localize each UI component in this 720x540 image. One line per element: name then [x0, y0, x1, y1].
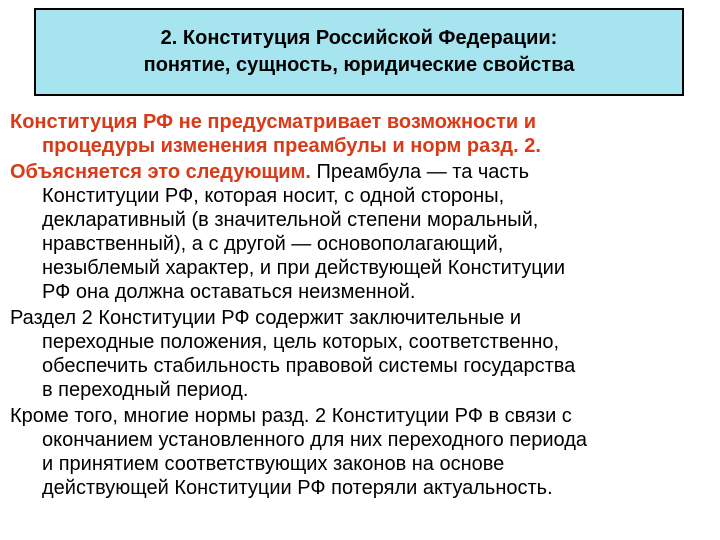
paragraph-line: Конституции РФ, которая носит, с одной стороны, — [42, 185, 505, 207]
paragraph-line: и принятием соответствующих законов на основе — [42, 453, 505, 475]
paragraph-line: окончанием установленного для них переходного периода — [42, 429, 587, 451]
paragraph-line — [10, 160, 710, 184]
paragraph-line: декларативный (в значительной степени моральный, — [42, 209, 539, 231]
paragraph-line: РФ она должна оставаться неизменной. — [42, 281, 416, 303]
paragraph-line: переходные положения, цель которых, соответственно, — [42, 331, 560, 353]
paragraph-line: Раздел 2 Конституции РФ содержит заключительные и — [10, 307, 522, 329]
paragraph-line: обеспечить стабильность правовой системы государства — [42, 355, 576, 377]
paragraph-line: в переходный период. — [42, 379, 249, 401]
paragraph-line-continuation: Преамбула — та часть — [310, 161, 529, 183]
slide-body — [10, 110, 710, 500]
title-line-2: понятие, сущность, юридические свойства — [143, 54, 575, 76]
paragraph-line: процедуры изменения преамбулы и норм разд. 2. — [42, 135, 541, 157]
paragraph-line: Конституция РФ не предусматривает возможности и — [10, 111, 537, 133]
paragraph-amendment-restriction — [10, 110, 710, 158]
paragraph-lead-phrase: Объясняется это следующим. — [10, 161, 311, 183]
paragraph-section-2-purpose — [10, 306, 710, 402]
paragraph-line: нравственный), а с другой — основополагающий, — [42, 233, 504, 255]
paragraph-preamble-explanation — [10, 160, 710, 304]
title-box — [34, 8, 684, 96]
paragraph-line: действующей Конституции РФ потеряли актуальность. — [42, 477, 553, 499]
paragraph-line: Кроме того, многие нормы разд. 2 Конституции РФ в связи с — [10, 405, 572, 427]
paragraph-line: незыблемый характер, и при действующей Конституции — [42, 257, 566, 279]
paragraph-lost-relevance — [10, 404, 710, 500]
title-line-1: 2. Конституция Российской Федерации: — [160, 27, 558, 49]
